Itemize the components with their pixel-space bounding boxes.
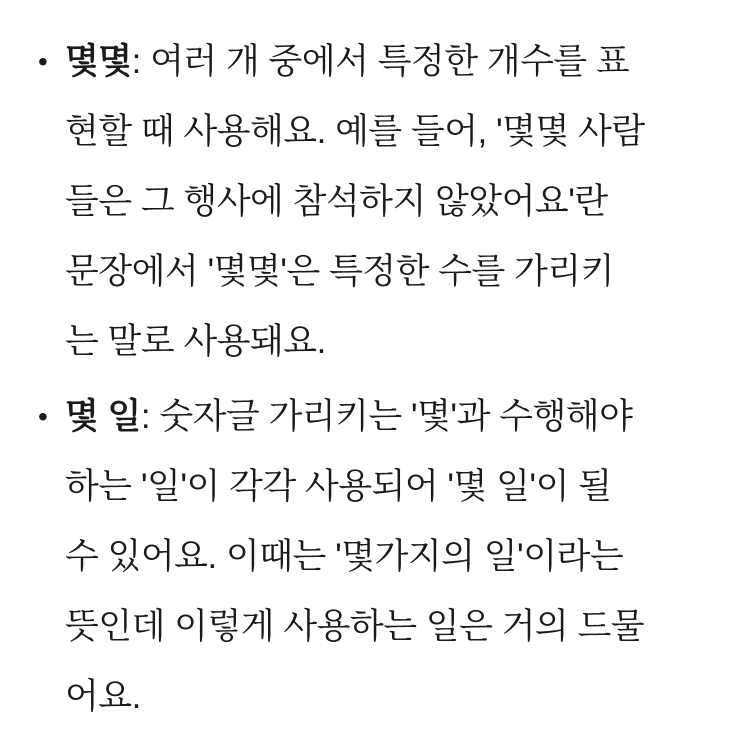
text-line: 뜻인데 이렇게 사용하는 일은 거의 드물: [65, 607, 645, 646]
definition-text: [65, 382, 713, 732]
text-line: 는 말로 사용돼요.: [65, 322, 326, 361]
term-bold: 몇 일: [65, 397, 141, 436]
bullet-icon: •: [38, 401, 48, 432]
list-item-myeot-il: [38, 382, 713, 732]
text-line: 문장에서 '몇몇'은 특정한 수를 가리키: [65, 252, 614, 291]
term-separator: :: [140, 397, 160, 436]
text-line: 들은 그 행사에 참석하지 않았어요'란: [65, 182, 608, 221]
first-line-rest: 숫자글 가리키는 '몇'과 수행해야: [159, 397, 633, 436]
text-line: 어요.: [65, 677, 141, 716]
text-line: 현할 때 사용해요. 예를 들어, '몇몇 사람: [65, 112, 645, 151]
text-line: 수 있어요. 이때는 '몇가지의 일'이라는: [65, 537, 624, 576]
definition-text: [65, 27, 713, 377]
list-item-myeotmyeot: [38, 27, 713, 377]
text-line: [65, 382, 713, 452]
term-bold: 몇몇: [65, 42, 132, 81]
bullet-icon: •: [38, 46, 48, 77]
first-line-rest: 여러 개 중에서 특정한 개수를 표: [150, 42, 630, 81]
text-line: 하는 '일'이 각각 사용되어 '몇 일'이 될: [65, 467, 612, 506]
text-line: [65, 27, 713, 97]
term-separator: :: [131, 42, 151, 81]
